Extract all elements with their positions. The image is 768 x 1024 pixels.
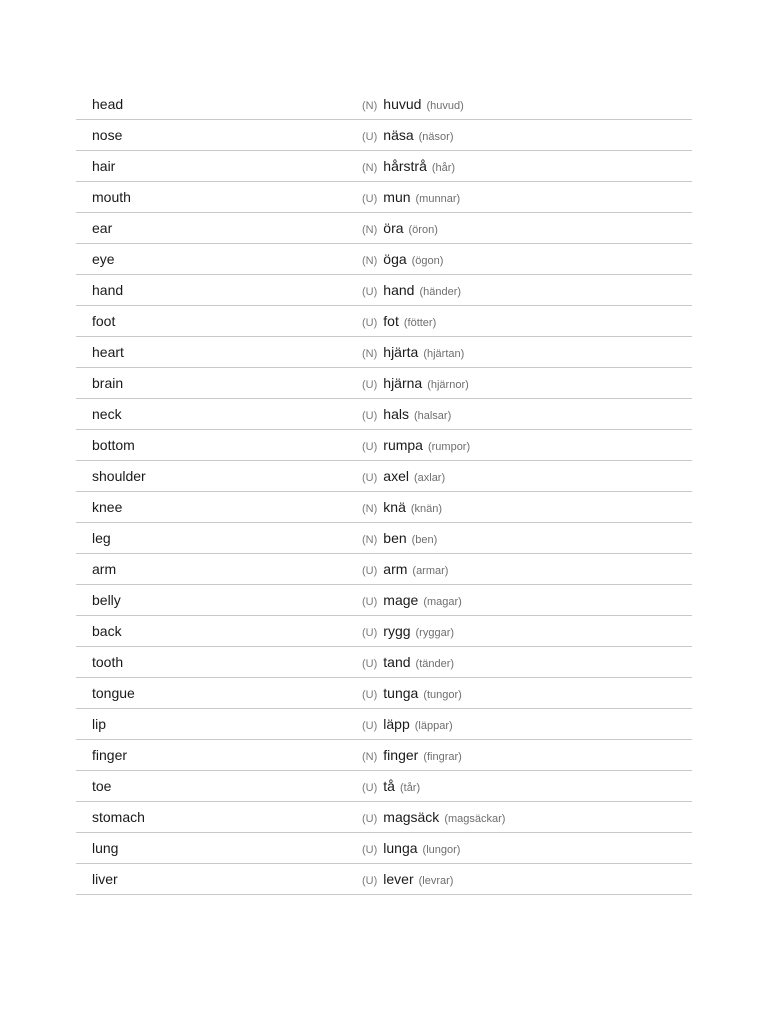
swedish-entry	[362, 685, 462, 703]
gender-marker: (U)	[362, 813, 378, 825]
swedish-word: arm	[383, 561, 408, 577]
swedish-word: huvud	[383, 96, 422, 112]
swedish-entry	[362, 313, 436, 331]
plural-form: (hjärtan)	[423, 348, 465, 360]
gender-marker: (N)	[362, 100, 378, 112]
plural-form: (läppar)	[414, 720, 453, 732]
swedish-word: näsa	[383, 127, 414, 143]
vocab-row	[76, 740, 692, 771]
english-word: back	[92, 623, 122, 639]
gender-marker: (N)	[362, 348, 378, 360]
gender-marker: (N)	[362, 162, 378, 174]
plural-form: (rumpor)	[427, 441, 471, 453]
english-word: brain	[92, 375, 124, 391]
gender-marker: (U)	[362, 658, 378, 670]
swedish-word: knä	[383, 499, 406, 515]
swedish-entry	[362, 654, 454, 672]
swedish-entry	[362, 251, 443, 269]
english-word: belly	[92, 592, 121, 608]
swedish-entry	[362, 127, 453, 145]
gender-marker: (U)	[362, 317, 378, 329]
vocab-row	[76, 120, 692, 151]
plural-form: (munnar)	[415, 193, 461, 205]
gender-marker: (U)	[362, 410, 378, 422]
vocab-row	[76, 554, 692, 585]
plural-form: (magsäckar)	[444, 813, 506, 825]
vocab-row	[76, 585, 692, 616]
swedish-word: axel	[383, 468, 409, 484]
gender-marker: (U)	[362, 441, 378, 453]
swedish-entry	[362, 809, 505, 827]
plural-form: (halsar)	[413, 410, 452, 422]
swedish-entry	[362, 561, 448, 579]
english-word: stomach	[92, 809, 145, 825]
plural-form: (fötter)	[403, 317, 437, 329]
vocabulary-list	[76, 89, 692, 895]
vocab-row	[76, 182, 692, 213]
swedish-word: hjärta	[383, 344, 419, 360]
swedish-word: läpp	[383, 716, 410, 732]
english-word: finger	[92, 747, 128, 763]
swedish-word: magsäck	[383, 809, 440, 825]
swedish-entry	[362, 158, 455, 176]
english-word: neck	[92, 406, 122, 422]
vocab-row	[76, 678, 692, 709]
swedish-entry	[362, 282, 461, 300]
plural-form: (ögon)	[411, 255, 444, 267]
english-word: head	[92, 96, 124, 112]
vocab-row	[76, 492, 692, 523]
vocab-row	[76, 151, 692, 182]
gender-marker: (N)	[362, 503, 378, 515]
plural-form: (lungor)	[422, 844, 461, 856]
vocab-row	[76, 368, 692, 399]
swedish-word: ben	[383, 530, 407, 546]
swedish-word: hårstrå	[383, 158, 427, 174]
gender-marker: (U)	[362, 782, 378, 794]
vocab-row	[76, 709, 692, 740]
english-word: lung	[92, 840, 119, 856]
english-word: tongue	[92, 685, 135, 701]
english-word: hand	[92, 282, 124, 298]
english-word: shoulder	[92, 468, 146, 484]
swedish-entry	[362, 530, 437, 548]
english-word: eye	[92, 251, 115, 267]
swedish-word: hand	[383, 282, 415, 298]
gender-marker: (U)	[362, 689, 378, 701]
swedish-word: fot	[383, 313, 399, 329]
plural-form: (ben)	[411, 534, 438, 546]
english-word: hair	[92, 158, 116, 174]
vocab-row	[76, 244, 692, 275]
english-word: heart	[92, 344, 124, 360]
plural-form: (axlar)	[413, 472, 446, 484]
swedish-entry	[362, 468, 445, 486]
vocab-row	[76, 864, 692, 895]
gender-marker: (U)	[362, 472, 378, 484]
swedish-word: hals	[383, 406, 409, 422]
plural-form: (huvud)	[426, 100, 464, 112]
gender-marker: (U)	[362, 627, 378, 639]
english-word: tooth	[92, 654, 124, 670]
english-word: leg	[92, 530, 111, 546]
swedish-entry	[362, 344, 464, 362]
gender-marker: (N)	[362, 255, 378, 267]
gender-marker: (U)	[362, 844, 378, 856]
swedish-entry	[362, 747, 462, 765]
swedish-entry	[362, 840, 460, 858]
vocab-row	[76, 802, 692, 833]
vocab-row	[76, 616, 692, 647]
plural-form: (tungor)	[423, 689, 462, 701]
swedish-word: lever	[383, 871, 414, 887]
vocab-row	[76, 275, 692, 306]
gender-marker: (U)	[362, 286, 378, 298]
vocab-row	[76, 430, 692, 461]
vocab-row	[76, 523, 692, 554]
vocab-row	[76, 306, 692, 337]
vocab-row	[76, 399, 692, 430]
swedish-word: rumpa	[383, 437, 423, 453]
vocab-row	[76, 833, 692, 864]
swedish-entry	[362, 406, 451, 424]
gender-marker: (U)	[362, 596, 378, 608]
english-word: foot	[92, 313, 116, 329]
plural-form: (fingrar)	[423, 751, 462, 763]
english-word: bottom	[92, 437, 135, 453]
english-word: nose	[92, 127, 123, 143]
english-word: arm	[92, 561, 117, 577]
vocab-row	[76, 771, 692, 802]
plural-form: (tår)	[399, 782, 421, 794]
english-word: liver	[92, 871, 118, 887]
swedish-word: rygg	[383, 623, 411, 639]
swedish-entry	[362, 189, 460, 207]
swedish-word: mun	[383, 189, 411, 205]
swedish-entry	[362, 375, 469, 393]
vocab-row	[76, 647, 692, 678]
gender-marker: (N)	[362, 751, 378, 763]
plural-form: (tänder)	[415, 658, 455, 670]
gender-marker: (U)	[362, 379, 378, 391]
swedish-entry	[362, 778, 420, 796]
swedish-word: tå	[383, 778, 395, 794]
plural-form: (hår)	[431, 162, 456, 174]
plural-form: (hjärnor)	[427, 379, 469, 391]
gender-marker: (U)	[362, 565, 378, 577]
gender-marker: (N)	[362, 224, 378, 236]
english-word: ear	[92, 220, 113, 236]
swedish-entry	[362, 437, 470, 455]
english-word: mouth	[92, 189, 131, 205]
gender-marker: (U)	[362, 193, 378, 205]
plural-form: (öron)	[408, 224, 438, 236]
swedish-entry	[362, 220, 438, 238]
english-word: knee	[92, 499, 123, 515]
swedish-word: öga	[383, 251, 407, 267]
vocab-row	[76, 461, 692, 492]
swedish-word: hjärna	[383, 375, 423, 391]
gender-marker: (N)	[362, 534, 378, 546]
swedish-word: finger	[383, 747, 419, 763]
swedish-word: mage	[383, 592, 419, 608]
plural-form: (armar)	[412, 565, 449, 577]
swedish-word: tand	[383, 654, 411, 670]
vocab-row	[76, 337, 692, 368]
swedish-entry	[362, 96, 464, 114]
swedish-entry	[362, 499, 442, 517]
plural-form: (magar)	[423, 596, 462, 608]
swedish-entry	[362, 871, 453, 889]
swedish-word: tunga	[383, 685, 419, 701]
vocab-row	[76, 89, 692, 120]
vocab-row	[76, 213, 692, 244]
swedish-entry	[362, 623, 454, 641]
plural-form: (levrar)	[418, 875, 454, 887]
english-word: lip	[92, 716, 107, 732]
swedish-entry	[362, 592, 462, 610]
swedish-word: öra	[383, 220, 404, 236]
swedish-word: lunga	[383, 840, 418, 856]
gender-marker: (U)	[362, 875, 378, 887]
plural-form: (händer)	[419, 286, 462, 298]
plural-form: (näsor)	[418, 131, 454, 143]
gender-marker: (U)	[362, 131, 378, 143]
plural-form: (ryggar)	[415, 627, 455, 639]
plural-form: (knän)	[410, 503, 443, 515]
english-word: toe	[92, 778, 112, 794]
gender-marker: (U)	[362, 720, 378, 732]
swedish-entry	[362, 716, 453, 734]
